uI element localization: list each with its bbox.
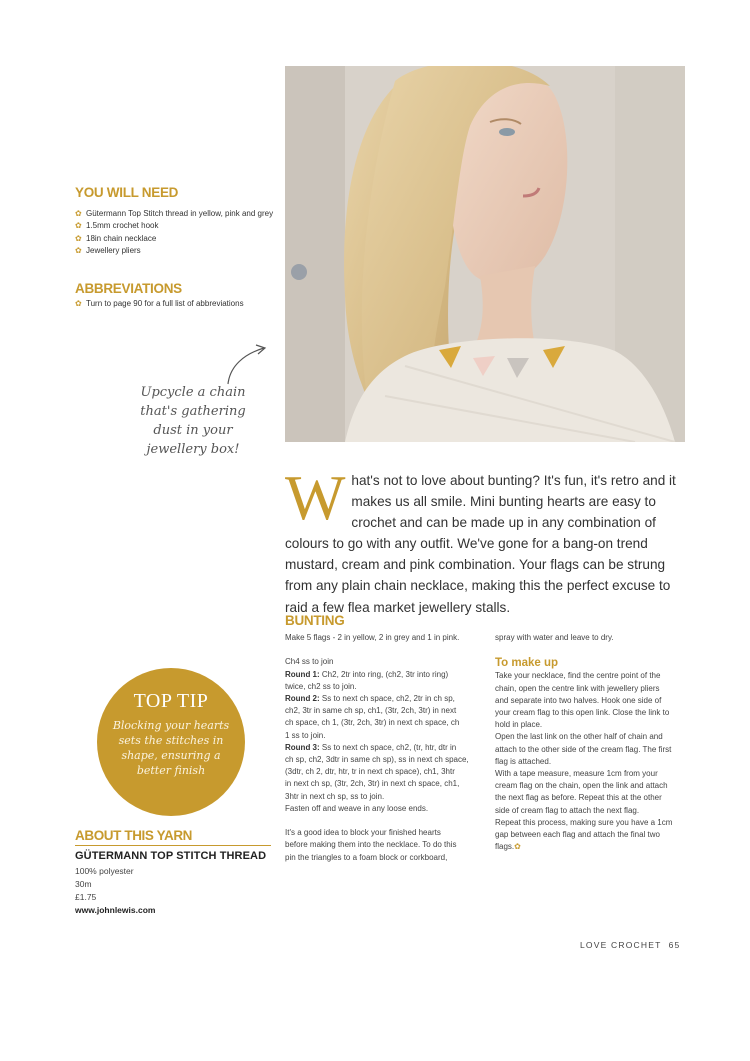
flower-bullet-icon: ✿: [75, 233, 82, 243]
page-footer: LOVE CROCHET 65: [580, 940, 681, 950]
handwritten-note: Upcycle a chain that's gathering dust in your jewellery box!: [140, 385, 246, 457]
abbreviations-list: [75, 298, 244, 310]
about-yarn-heading: ABOUT THIS YARN: [75, 828, 193, 843]
list-item: ✿ Jewellery pliers: [75, 245, 273, 257]
flower-bullet-icon: ✿: [75, 221, 82, 231]
bunting-heading: BUNTING: [285, 613, 345, 628]
model-photo: [285, 66, 685, 442]
curved-arrow-icon: [222, 340, 270, 388]
materials-list: [75, 208, 273, 258]
divider: [75, 845, 271, 846]
yarn-name: GÜTERMANN TOP STITCH THREAD: [75, 850, 267, 862]
flower-bullet-icon: ✿: [75, 246, 82, 256]
make-up-heading: To make up: [495, 657, 559, 670]
end-mark-icon: ✿: [514, 842, 521, 852]
yarn-website-link[interactable]: www.johnlewis.com: [75, 905, 156, 915]
flower-bullet-icon: ✿: [75, 209, 82, 218]
make-up-instructions: spray with water and leave to dry. To make up Take your necklace, find the centre point of the chain, open the centre link with jewellery pliers and separate into two halves. Hook one side of your cream flag to this open link. Close the link to hold in place. Open the last link on the other half of chain and attach to the other side of the cream flag. The first flag is attached. With a tape measure, measure 1cm from your cream flag on the chain, open the link and attach the next flag as before. Repeat this at the other side of cream flag to attach the next flag. Repeat this process, making sure you have a 1cm gap between each flag and attach the final two flags.✿: [495, 632, 695, 853]
intro-paragraph: What's not to love about bunting? It's fun, it's retro and it makes us all smile. Mini bunting hearts are easy to crochet and can be made up in any combination of colours to go with any outfit. We've gone for a bang-on trend mustard, cream and pink combination. Your flags can be strung from any plain chain necklace, making this the perfect excuse to raid a few flea market jewellery stalls.: [285, 462, 676, 615]
you-will-need-heading: YOU WILL NEED: [75, 185, 179, 200]
photo-illustration: [285, 66, 685, 442]
list-item: ✿ Gütermann Top Stitch thread in yellow, pink and grey: [75, 208, 273, 220]
flower-bullet-icon: ✿: [75, 299, 82, 308]
list-item: ✿ 18in chain necklace: [75, 233, 273, 245]
page-number: 65: [668, 940, 681, 950]
list-item: ✿ Turn to page 90 for a full list of abbreviations: [75, 298, 244, 310]
about-yarn-box: ABOUT THIS YARN GÜTERMANN TOP STITCH THREAD 100% polyester 30m £1.75 www.johnlewis.com: [75, 828, 275, 917]
abbreviations-heading: ABBREVIATIONS: [75, 281, 182, 296]
top-tip-badge: TOP TIP Blocking your hearts sets the stitches in shape, ensuring a better finish: [97, 668, 245, 816]
list-item: ✿ 1.5mm crochet hook: [75, 220, 273, 232]
bunting-instructions: Make 5 flags - 2 in yellow, 2 in grey and 1 in pink. Ch4 ss to join Round 1: Ch2, 2tr into ring, (ch2, 3tr into ring) twice, ch2 ss to join. Round 2: Ss to next ch space, ch2, 2tr in ch sp, ch2, 3tr in same ch sp, ch1, (3tr, 2ch, 3tr) in next ch space, ch 1, (3tr, 2ch, 3tr) in next ch space, ch 1 ss to join. Round 3: Ss to next ch space, ch2, (tr, htr, dtr in ch sp, ch2, 3dtr in same ch sp), ss in next ch space, (3dtr, ch 2, dtr, htr, tr in next ch space), ch1, 3htr in next ch sp, (3tr, 2ch, 3tr) in next ch space, ch1, 3htr in next ch sp, ss to join. Fasten off and weave in any loose ends. It's a good idea to block your finished hearts before making them into the necklace. To do this pin the triangles to a foam block or corkboard,: [285, 633, 469, 862]
drop-cap: W: [285, 462, 346, 533]
